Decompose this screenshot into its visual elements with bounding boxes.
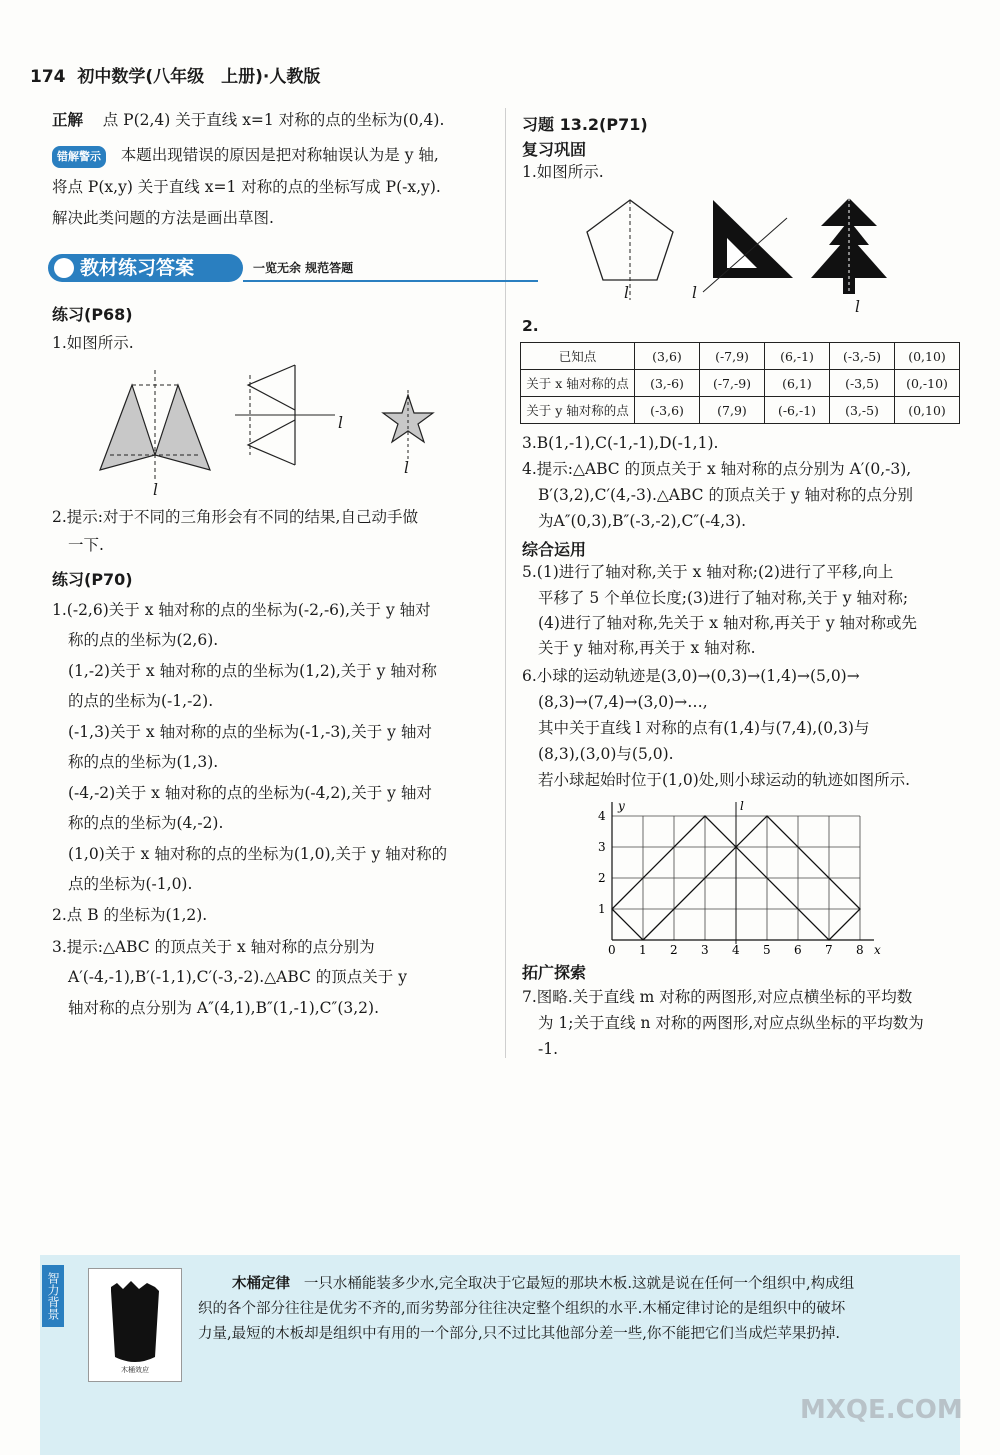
p68-q2-l2: 一下. — [68, 536, 104, 554]
zhengjie-text: 点 P(2,4) 关于直线 x=1 对称的点的坐标为(0,4). — [102, 111, 445, 129]
table-cell: (3,-6) — [635, 370, 700, 397]
exercise-title: 习题 13.2(P71) — [522, 115, 648, 134]
banner-title-text: 教材练习答案 — [80, 257, 195, 279]
r-q6-l4: (8,3),(3,0)与(5,0). — [538, 745, 674, 763]
r-fig-l3: l — [855, 298, 860, 316]
book-title: 初中数学(八年级 上册)·人教版 — [77, 67, 321, 87]
p70-line: 轴对称的点分别为 A″(4,1),B″(1,-1),C″(3,2). — [68, 999, 379, 1017]
p68-figures — [90, 355, 450, 495]
table-row — [521, 397, 960, 424]
warn-line-3: 解决此类问题的方法是画出草图. — [52, 209, 274, 227]
trajectory-grid — [590, 790, 890, 960]
tip-side-label: 智力背景 — [42, 1265, 64, 1327]
page-header — [30, 62, 320, 87]
fig-pentagon — [587, 200, 673, 300]
p70-line: 称的点的坐标为(1,3). — [68, 753, 219, 771]
p68-q2-l1: 2.提示:对于不同的三角形会有不同的结果,自己动手做 — [52, 508, 418, 526]
section-banner — [48, 254, 493, 284]
tip-line-2: 织的各个部分往往是优劣不齐的,而劣势部分往往决定整个组织的水平.木桶定律讨论的是组织中的破坏 — [198, 1301, 846, 1317]
x-tick-label: 6 — [794, 943, 802, 957]
x-tick-label: 5 — [763, 943, 771, 957]
table-row — [521, 343, 960, 370]
y-tick-label: 4 — [598, 809, 606, 823]
table-cell: 已知点 — [521, 343, 635, 370]
x-tick-label: 3 — [701, 943, 709, 957]
page-number: 174 — [30, 67, 66, 87]
r-fig-l2: l — [692, 284, 697, 302]
x-tick-label: 8 — [856, 943, 864, 957]
table-cell: (-3,-5) — [830, 343, 895, 370]
warn-text-1: 本题出现错误的原因是把对称轴误认为是 y 轴, — [120, 146, 439, 164]
y-tick-label: 3 — [598, 840, 606, 854]
p68-q1: 1.如图所示. — [52, 334, 134, 352]
table-cell: (0,10) — [895, 397, 960, 424]
warn-tag: 错解警示 — [52, 146, 106, 168]
table-cell: (-7,9) — [700, 343, 765, 370]
p70-line: 3.提示:△ABC 的顶点关于 x 轴对称的点分别为 — [52, 938, 375, 956]
r-q6-l5: 若小球起始时位于(1,0)处,则小球运动的轨迹如图所示. — [538, 771, 911, 789]
fig-star — [383, 390, 433, 460]
tip-line-1 — [232, 1272, 854, 1293]
tip-card-caption: 木桶效应 — [121, 1366, 149, 1374]
r-q3: 3.B(1,-1),C(-1,-1),D(-1,1). — [522, 434, 719, 452]
table-cell: (3,-5) — [830, 397, 895, 424]
r-q2: 2. — [522, 317, 539, 335]
fig-tree — [811, 192, 887, 302]
r-q4-l2: B′(3,2),C′(4,-3).△ABC 的顶点关于 y 轴对称的点分别 — [538, 486, 914, 504]
line-l-label: l — [740, 799, 744, 813]
table-cell: (6,1) — [765, 370, 830, 397]
points-table — [520, 342, 960, 424]
p70-line: 1.(-2,6)关于 x 轴对称的点的坐标为(-2,-6),关于 y 轴对 — [52, 601, 431, 619]
r-q7-l2: 为 1;关于直线 n 对称的两图形,对应点纵坐标的平均数为 — [538, 1014, 924, 1032]
p70-line: (-4,-2)关于 x 轴对称的点的坐标为(-4,2),关于 y 轴对 — [68, 784, 432, 802]
fig-butterfly — [100, 370, 210, 480]
fig-zigzag — [235, 365, 335, 465]
tip-title: 木桶定律 — [232, 1276, 290, 1292]
x-tick-label: 7 — [825, 943, 833, 957]
y-tick-label: 1 — [598, 902, 606, 916]
speaker-icon — [54, 258, 74, 278]
watermark: MXQE.COM — [800, 1395, 963, 1425]
x-axis-label: x — [874, 943, 881, 957]
table-row — [521, 370, 960, 397]
r-q4-l1: 4.提示:△ABC 的顶点关于 x 轴对称的点分别为 A′(0,-3), — [522, 460, 912, 478]
banner-rule — [243, 280, 538, 282]
p70-line: 点的坐标为(-1,0). — [68, 875, 193, 893]
r-q5-l3: (4)进行了轴对称,先关于 x 轴对称,再关于 y 轴对称或先 — [538, 614, 918, 632]
warn-line-1 — [52, 145, 439, 168]
tip-line-3: 力量,最短的木板却是组织中有用的一个部分,只不过比其他部分差一些,你不能把它们当成烂苹果扔掉. — [198, 1326, 840, 1342]
p70-line: A′(-4,-1),B′(-1,1),C′(-3,-2).△ABC 的顶点关于 y — [68, 968, 407, 986]
table-cell: (-6,-1) — [765, 397, 830, 424]
r-q5-l4: 关于 y 轴对称,再关于 x 轴对称. — [538, 639, 756, 657]
p70-line: 称的点的坐标为(4,-2). — [68, 814, 224, 832]
p68-title: 练习(P68) — [52, 305, 133, 324]
r-q7-l3: -1. — [538, 1040, 559, 1058]
explore-title: 拓广探索 — [522, 963, 587, 982]
tip-text-1: 一只水桶能装多少水,完全取决于它最短的那块木板.这就是说在任何一个组织中,构成组 — [303, 1276, 855, 1292]
table-cell: 关于 y 轴对称的点 — [521, 397, 635, 424]
p70-line: 2.点 B 的坐标为(1,2). — [52, 906, 208, 924]
r-q4-l3: 为A″(0,3),B″(-3,-2),C″(-4,3). — [538, 512, 747, 530]
r-q6-l2: (8,3)→(7,4)→(3,0)→…, — [538, 693, 708, 711]
banner-title — [48, 254, 243, 282]
banner-subtitle: 一览无余 规范答题 — [253, 261, 354, 275]
p68-fig-l3: l — [404, 459, 409, 477]
table-cell: (0,10) — [895, 343, 960, 370]
p70-line: 称的点的坐标为(2,6). — [68, 631, 219, 649]
table-cell: (-3,6) — [635, 397, 700, 424]
zhengjie — [52, 110, 444, 130]
p70-line: (-1,3)关于 x 轴对称的点的坐标为(-1,-3),关于 y 轴对 — [68, 723, 432, 741]
p68-fig-l2: l — [338, 414, 343, 432]
x-tick-label: 2 — [670, 943, 678, 957]
table-cell: 关于 x 轴对称的点 — [521, 370, 635, 397]
x-tick-label: 1 — [639, 943, 647, 957]
x-tick-label: 4 — [732, 943, 740, 957]
column-divider — [505, 108, 506, 1058]
p70-title: 练习(P70) — [52, 570, 133, 589]
x-tick-label: 0 — [608, 943, 616, 957]
r-q5-l2: 平移了 5 个单位长度;(3)进行了轴对称,关于 y 轴对称; — [538, 589, 909, 607]
table-cell: (0,-10) — [895, 370, 960, 397]
table-cell: (3,6) — [635, 343, 700, 370]
r-q6-l3: 其中关于直线 l 对称的点有(1,4)与(7,4),(0,3)与 — [538, 719, 870, 737]
zhengjie-label: 正解 — [52, 111, 84, 129]
fig-set-square — [703, 200, 793, 292]
r-fig-l1: l — [624, 284, 629, 302]
p70-line: 的点的坐标为(-1,-2). — [68, 692, 214, 710]
r-q7-l1: 7.图略.关于直线 m 对称的两图形,对应点横坐标的平均数 — [522, 988, 913, 1006]
r-q6-l1: 6.小球的运动轨迹是(3,0)→(0,3)→(1,4)→(5,0)→ — [522, 667, 860, 685]
r-q5-l1: 5.(1)进行了轴对称,关于 x 轴对称;(2)进行了平移,向上 — [522, 563, 894, 581]
table-cell: (6,-1) — [765, 343, 830, 370]
apply-title: 综合运用 — [522, 540, 587, 559]
tip-image-card — [88, 1268, 182, 1382]
warn-line-2: 将点 P(x,y) 关于直线 x=1 对称的点的坐标写成 P(-x,y). — [52, 178, 441, 196]
p68-fig-l1: l — [153, 481, 158, 499]
table-cell: (-3,5) — [830, 370, 895, 397]
table-cell: (-7,-9) — [700, 370, 765, 397]
y-tick-label: 2 — [598, 871, 606, 885]
r-q1: 1.如图所示. — [522, 163, 604, 181]
review-title: 复习巩固 — [522, 140, 587, 159]
p70-line: (1,0)关于 x 轴对称的点的坐标为(1,0),关于 y 轴对称的 — [68, 845, 448, 863]
y-axis-label: y — [618, 799, 625, 813]
p70-line: (1,-2)关于 x 轴对称的点的坐标为(1,2),关于 y 轴对称 — [68, 662, 437, 680]
table-cell: (7,9) — [700, 397, 765, 424]
